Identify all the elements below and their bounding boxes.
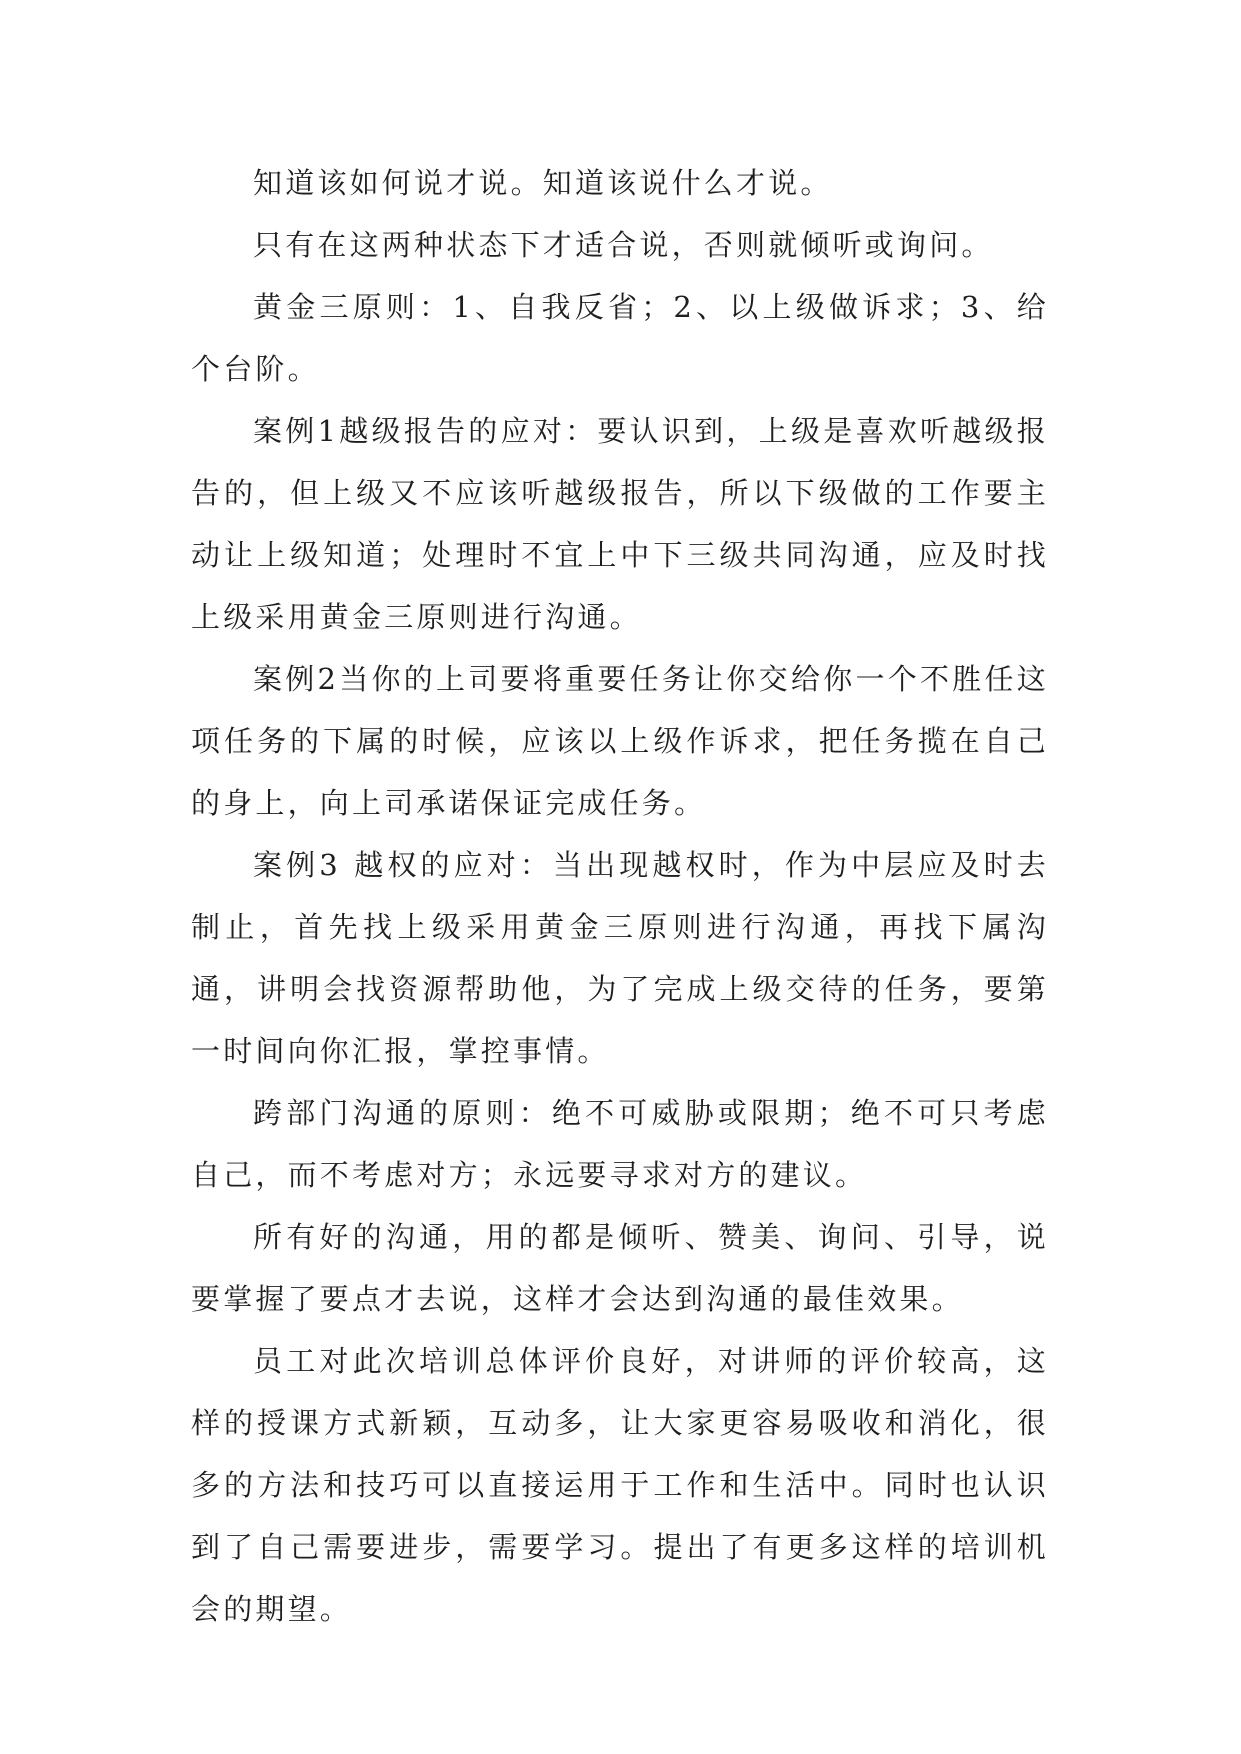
paragraph-case-3: 案例3 越权的应对：当出现越权时，作为中层应及时去制止，首先找上级采用黄金三原则进行沟通，再找下属沟通，讲明会找资源帮助他，为了完成上级交待的任务，要第一时间向你汇报，掌控事情。: [191, 848, 1049, 1068]
paragraph-case-1: 案例1越级报告的应对：要认识到，上级是喜欢听越级报告的，但上级又不应该听越级报告，所以下级做的工作要主动让上级知道；处理时不宜上中下三级共同沟通，应及时找上级采用黄金三原则进行沟通。: [191, 414, 1049, 634]
paragraph-cross-department: 跨部门沟通的原则：绝不可威胁或限期；绝不可只考虑自己，而不考虑对方；永远要寻求对方的建议。: [191, 1096, 1049, 1192]
paragraph-speak-when: 知道该如何说才说。知道该说什么才说。: [253, 166, 833, 200]
paragraph-case-2: 案例2当你的上司要将重要任务让你交给你一个不胜任这项任务的下属的时候，应该以上级作诉求，把任务揽在自己的身上，向上司承诺保证完成任务。: [191, 662, 1049, 820]
paragraph-golden-principles: 黄金三原则：1、自我反省；2、以上级做诉求；3、给个台阶。: [191, 290, 1049, 386]
document-body: [191, 152, 1049, 1640]
paragraph-training-feedback: 员工对此次培训总体评价良好，对讲师的评价较高，这样的授课方式新颖，互动多，让大家更容易吸收和消化，很多的方法和技巧可以直接运用于工作和生活中。同时也认识到了自己需要进步，需要学习。提出了有更多这样的培训机会的期望。: [191, 1344, 1049, 1626]
paragraph-listen-or-ask: 只有在这两种状态下才适合说，否则就倾听或询问。: [253, 228, 994, 262]
paragraph-good-communication: 所有好的沟通，用的都是倾听、赞美、询问、引导，说要掌握了要点才去说，这样才会达到沟通的最佳效果。: [191, 1220, 1049, 1316]
